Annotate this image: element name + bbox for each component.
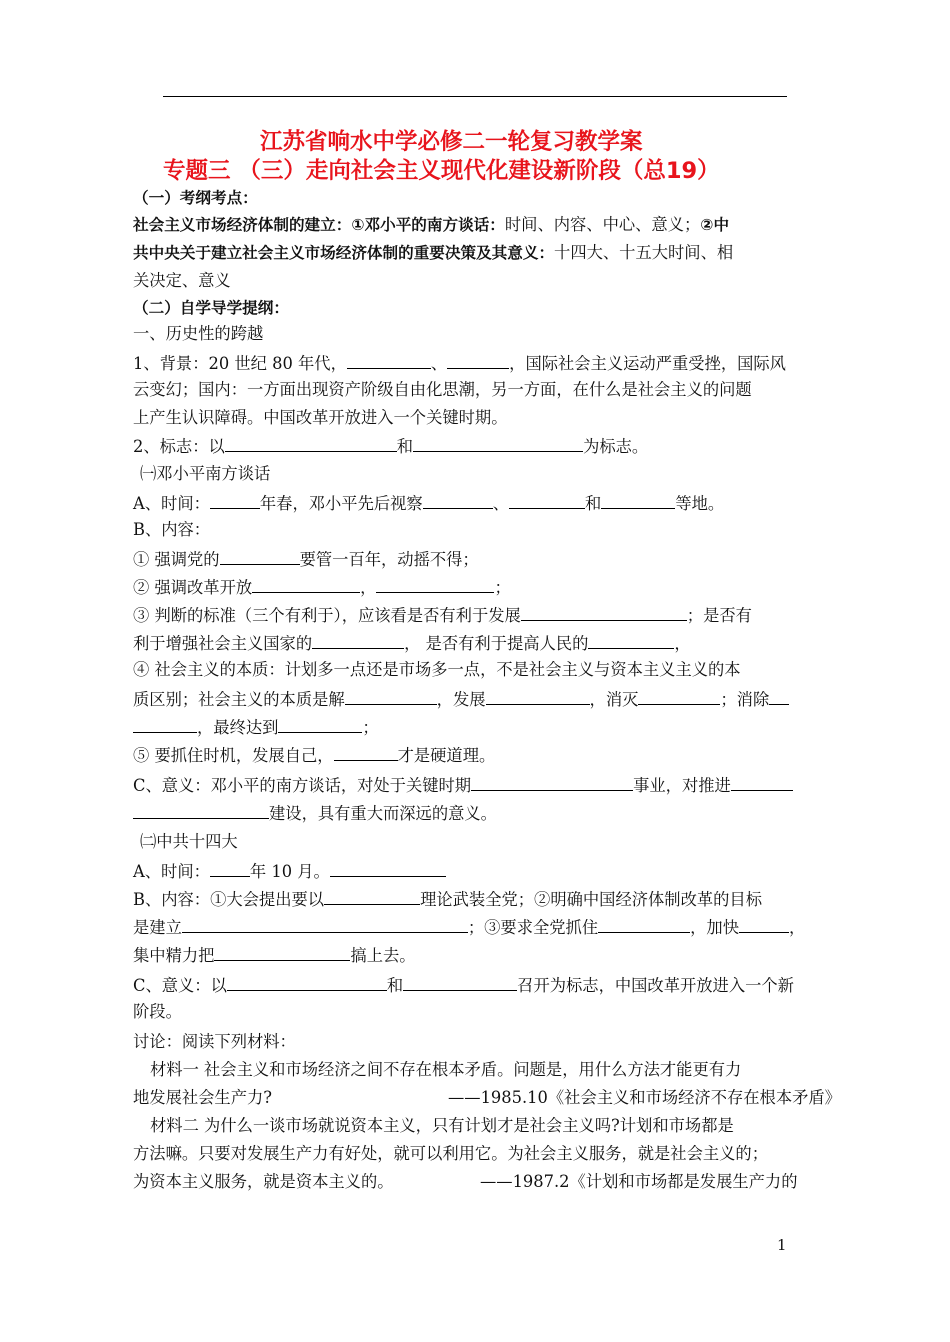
blank[interactable]: [252, 574, 360, 593]
congress14-content-c: 集中精力把 搞上去。: [133, 942, 839, 968]
blank[interactable]: [731, 772, 793, 791]
blank[interactable]: [210, 490, 260, 509]
blank[interactable]: [334, 742, 398, 761]
blank[interactable]: [324, 886, 420, 905]
nanfang-content-label: B、内容：: [133, 520, 211, 539]
nanfang-point-1: ① 强调党的 要管一百年，动摇不得；: [133, 546, 839, 572]
nanfang-time: A、时间： 年春，邓小平先后视察 、 和 等地。: [133, 490, 839, 516]
blank[interactable]: [403, 972, 517, 991]
page-number: 1: [777, 1236, 787, 1254]
nanfang-significance-b: 建设，具有重大而深远的意义。: [133, 800, 839, 826]
blank[interactable]: [521, 602, 687, 621]
background-line-2: 云变幻；国内：一方面出现资产阶级自由化思潮，另一方面，在什么是社会主义的问题: [133, 380, 752, 399]
material-2-source: ——1987.2《计划和市场都是发展生产力的: [480, 1172, 798, 1191]
material-1: 材料一 社会主义和市场经济之间不存在根本矛盾。问题是，用什么方法才能更有力: [150, 1060, 742, 1079]
outline-line-1: 社会主义市场经济体制的建立：①邓小平的南方谈话：时间、内容、中心、意义；②中: [133, 215, 730, 234]
blank[interactable]: [225, 433, 397, 452]
blank[interactable]: [413, 433, 583, 452]
blank[interactable]: [423, 490, 493, 509]
nanfang-point-2: ② 强调改革开放 ， ；: [133, 574, 839, 600]
blank[interactable]: [471, 772, 633, 791]
congress14-significance-b: 阶段。: [133, 1002, 182, 1021]
congress14-time: A、时间： 年 10 月。: [133, 858, 839, 884]
material-2b: 方法嘛。只要对发展生产力有好处，就可以利用它。为社会主义服务，就是社会主义的；: [133, 1144, 768, 1163]
nanfang-significance: C、意义：邓小平的南方谈话，对处于关键时期 事业，对推进: [133, 772, 839, 798]
background-line-1: 1、背景：20 世纪 80 年代， 、 ，国际社会主义运动严重受挫，国际风: [133, 350, 839, 376]
subsection-congress14: ㈡中共十四大: [140, 832, 238, 851]
blank[interactable]: [447, 350, 509, 369]
outline-line-2: 共中央关于建立社会主义市场经济体制的重要决策及其意义：十四大、十五大时间、相: [133, 243, 734, 262]
congress14-content-b: 是建立 ；③要求全党抓住 ，加快 ，: [133, 914, 839, 940]
background-line-3: 上产生认识障碍。中国改革开放进入一个关键时期。: [133, 408, 508, 427]
blank[interactable]: [220, 546, 300, 565]
discussion-heading: 讨论：阅读下列材料：: [133, 1032, 296, 1051]
header-rule: [163, 96, 787, 97]
blank[interactable]: [739, 914, 789, 933]
nanfang-point-3b: 利于增强社会主义国家的 ， 是否有利于提高人民的 ，: [133, 630, 839, 656]
material-1-source: ——1985.10《社会主义和市场经济不存在根本矛盾》: [448, 1088, 841, 1107]
blank[interactable]: [769, 686, 789, 705]
nanfang-point-3: ③ 判断的标准（三个有利于），应该看是否有利于发展 ；是否有: [133, 602, 839, 628]
nanfang-point-4: ④ 社会主义的本质：计划多一点还是市场多一点，不是社会主义与资本主义主义的本: [133, 660, 741, 679]
doc-title: 江苏省响水中学必修二一轮复习教学案: [260, 129, 643, 155]
congress14-significance: C、意义：以 和 召开为标志，中国改革开放进入一个新: [133, 972, 839, 998]
blank[interactable]: [638, 686, 720, 705]
material-1b: 地发展社会生产力?: [133, 1088, 272, 1107]
blank[interactable]: [588, 630, 674, 649]
material-2: 材料二 为什么一谈市场就说资本主义，只有计划才是社会主义吗?计划和市场都是: [150, 1116, 734, 1135]
section-heading-outline: （一）考纲考点：: [133, 189, 258, 207]
blank[interactable]: [345, 686, 437, 705]
blank[interactable]: [330, 858, 446, 877]
blank[interactable]: [509, 490, 585, 509]
subsection-nanfang: ㈠邓小平南方谈话: [140, 464, 271, 483]
blank[interactable]: [214, 942, 350, 961]
blank[interactable]: [210, 858, 250, 877]
section-heading-guide: （二）自学导学提纲：: [133, 299, 289, 317]
blank[interactable]: [601, 490, 675, 509]
blank[interactable]: [227, 972, 387, 991]
outline-line-3: 关决定、意义: [133, 271, 231, 290]
blank[interactable]: [486, 686, 590, 705]
nanfang-point-4c: ，最终达到 ；: [133, 714, 839, 740]
blank[interactable]: [376, 574, 494, 593]
nanfang-point-4b: 质区别；社会主义的本质是解 ，发展 ，消灭 ；消除: [133, 686, 839, 712]
blank[interactable]: [278, 714, 362, 733]
blank[interactable]: [182, 914, 468, 933]
blank[interactable]: [598, 914, 690, 933]
blank[interactable]: [133, 800, 269, 819]
blank[interactable]: [312, 630, 404, 649]
congress14-content: B、内容：①大会提出要以 理论武装全党；②明确中国经济体制改革的目标: [133, 886, 839, 912]
blank[interactable]: [133, 714, 197, 733]
blank[interactable]: [347, 350, 431, 369]
part-heading: 一、历史性的跨越: [133, 324, 264, 343]
material-2c: 为资本主义服务，就是资本主义的。: [133, 1172, 394, 1191]
doc-subtitle: 专题三 （三）走向社会主义现代化建设新阶段（总19）: [163, 158, 720, 184]
sign-line: 2、标志：以 和 为标志。: [133, 433, 839, 459]
nanfang-point-5: ⑤ 要抓住时机，发展自己， 才是硬道理。: [133, 742, 839, 768]
